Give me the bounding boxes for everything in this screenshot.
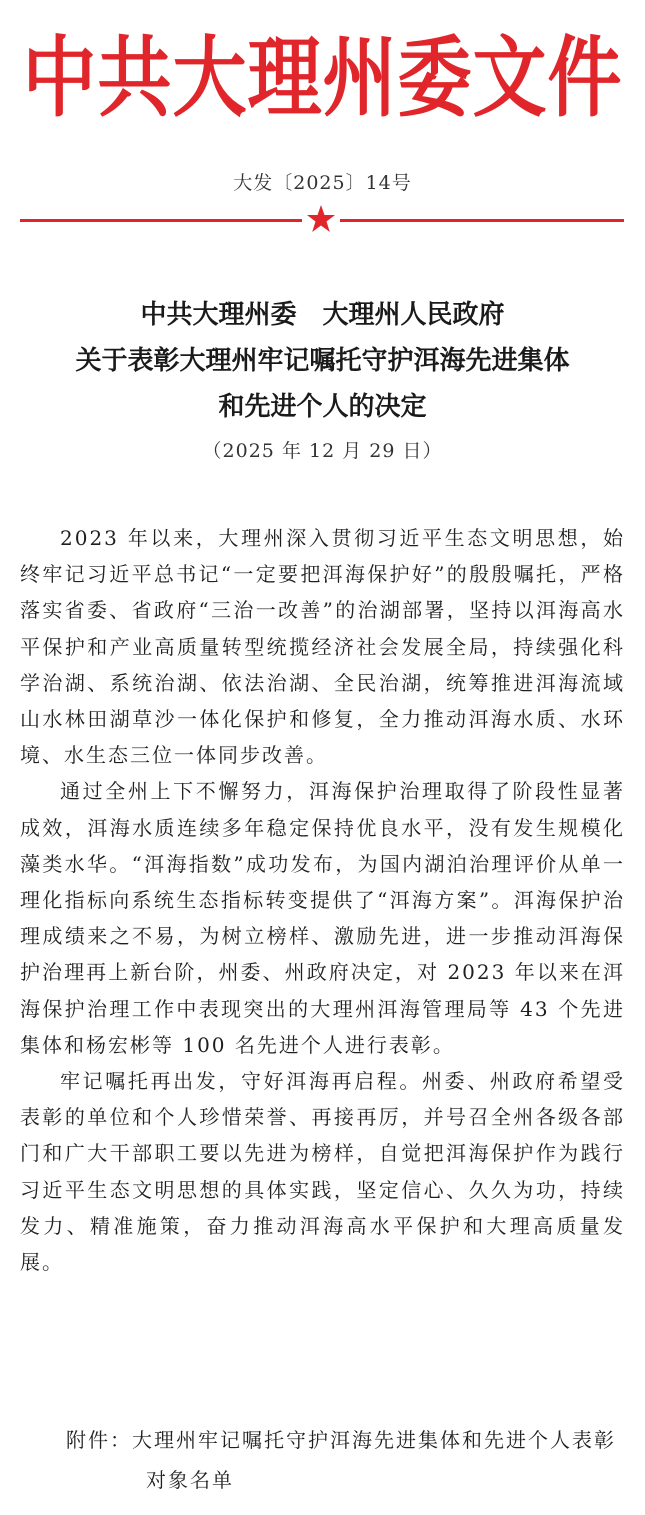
body-paragraph: 牢记嘱托再出发，守好洱海再启程。州委、州政府希望受表彰的单位和个人珍惜荣誉、再接再厉，并号召全州各级各部门和广大干部职工要以先进为榜样，自觉把洱海保护作为践行习近平生态文明思想的具体实践，坚定信心、久久为功，持续发力、精准施策，奋力推动洱海高水平保护和大理高质量发展。 xyxy=(20,1069,625,1275)
document-title-line-3: 和先进个人的决定 xyxy=(218,392,427,422)
document-title-line-1: 中共大理州委 大理州人民政府 xyxy=(140,300,505,330)
attachment-text: 大理州牢记嘱托守护洱海先进集体和先进个人表彰对象名单 xyxy=(132,1428,616,1492)
red-star-icon xyxy=(305,203,337,235)
document-date: （2025 年 12 月 29 日） xyxy=(202,440,443,462)
document-body xyxy=(20,520,625,1280)
attachment-note xyxy=(66,1420,626,1500)
red-divider-left xyxy=(20,219,302,222)
document-title-line-2: 关于表彰大理州牢记嘱托守护洱海先进集体 xyxy=(75,346,570,376)
attachment-label: 附件： xyxy=(66,1428,132,1452)
body-paragraph: 2023 年以来，大理州深入贯彻习近平生态文明思想，始终牢记习近平总书记“一定要把洱海保护好”的殷殷嘱托，严格落实省委、省政府“三治一改善”的治湖部署，坚持以洱海高水平保护和产业高质量转型统揽经济社会发展全局，持续强化科学治湖、系统治湖、依法治湖、全民治湖，统筹推进洱海流域山水林田湖草沙一体化保护和修复，全力推动洱海水质、水环境、水生态三位一体同步改善。 xyxy=(20,526,625,768)
red-divider-right xyxy=(340,219,624,222)
attachment-line xyxy=(66,1420,626,1500)
masthead-title: 中共大理州委文件 xyxy=(22,27,623,130)
body-paragraph: 通过全州上下不懈努力，洱海保护治理取得了阶段性显著成效，洱海水质连续多年稳定保持优良水平，没有发生规模化藻类水华。“洱海指数”成功发布，为国内湖泊治理评价从单一理化指标向系统生态指标转变提供了“洱海方案”。洱海保护治理成绩来之不易，为树立榜样、激励先进，进一步推动洱海保护治理再上新台阶，州委、州政府决定，对 2023 年以来在洱海保护治理工作中表现突出的大理州洱海管理局等 43 个先进集体和杨宏彬等 100 名先进个人进行表彰。 xyxy=(20,779,625,1057)
document-number: 大发〔2025〕14号 xyxy=(233,172,412,194)
